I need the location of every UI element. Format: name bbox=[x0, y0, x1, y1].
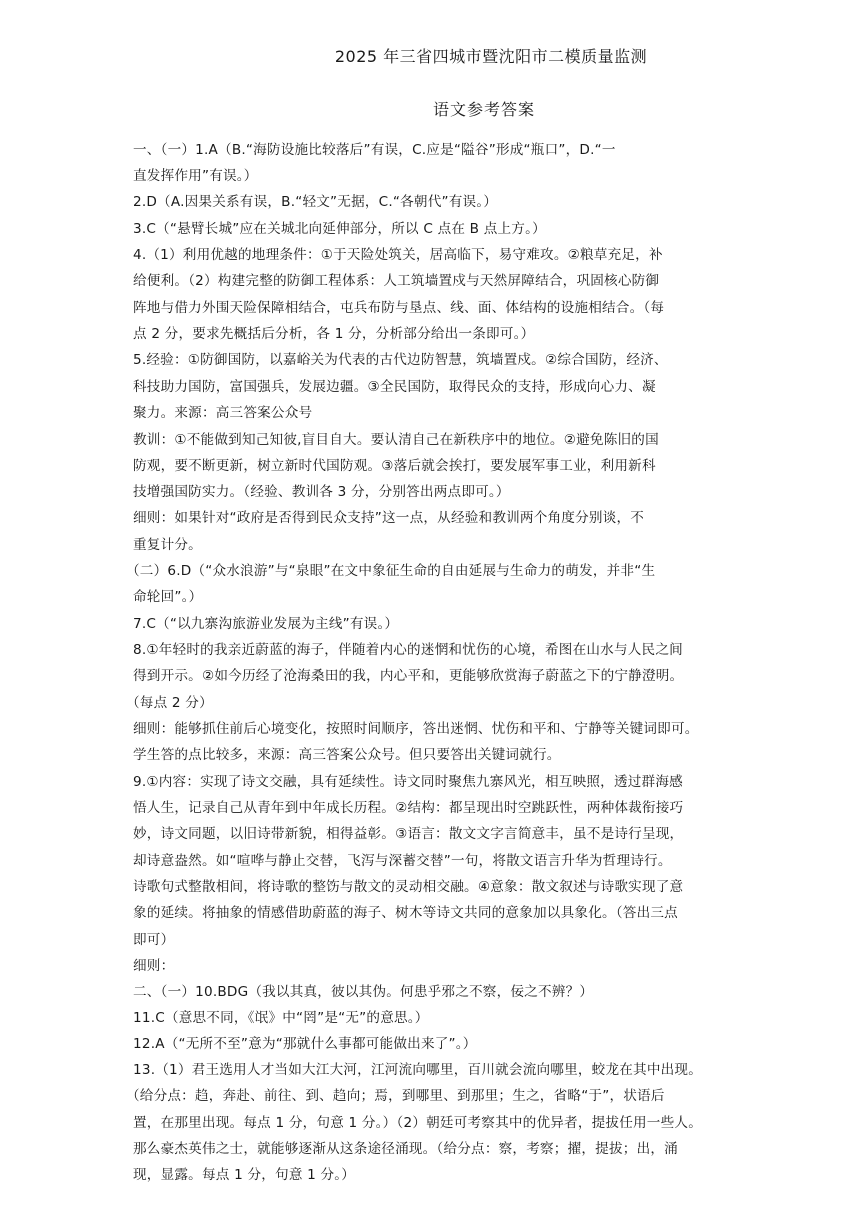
answer-line: 13.（1）君王选用人才当如大江大河，江河流向哪里，百川就会流向哪里，蛟龙在其中出现。 bbox=[133, 1062, 703, 1078]
answer-line: 却诗意盎然。如“喧哗与静止交替，飞泻与深蓄交替”一句，将散文语言升华为哲理诗行。 bbox=[133, 853, 672, 869]
answer-line: 细则：如果针对“政府是否得到民众支持”这一点，从经验和教训两个角度分别谈，不 bbox=[133, 510, 645, 526]
answer-line: 象的延续。将抽象的情感借助蔚蓝的海子、树木等诗文共同的意象加以具象化。（答出三点 bbox=[133, 905, 678, 921]
answer-line: 细则：能够抓住前后心境变化，按照时间顺序，答出迷惘、忧伤和平和、宁静等关键词即可。 bbox=[133, 721, 699, 737]
answer-line: 12.A（“无所不至”意为“那就什么事都可能做出来了”。） bbox=[133, 1036, 477, 1052]
answer-line: （二）6.D（“众水浪游”与“泉眼”在文中象征生命的自由延展与生命力的萌发，并非“生 bbox=[126, 563, 656, 579]
answer-line: 技增强国防实力。（经验、教训各 3 分，分别答出两点即可。） bbox=[133, 484, 510, 500]
answer-line: 聚力。来源：高三答案公众号 bbox=[133, 405, 313, 421]
answer-line: 9.①内容：实现了诗文交融，具有延续性。诗文同时聚焦九寨风光，相互映照，透过群海感 bbox=[133, 774, 683, 790]
answer-line: 直发挥作用”有误。） bbox=[133, 168, 258, 184]
answer-line: 重复计分。 bbox=[133, 537, 202, 553]
answer-line: 11.C（意思不同，《氓》中“罔”是“无”的意思。） bbox=[133, 1010, 429, 1026]
answer-line: 诗歌句式整散相间，将诗歌的整饬与散文的灵动相交融。④意象：散文叙述与诗歌实现了意 bbox=[133, 879, 684, 895]
answer-line: 二、（一）10.BDG（我以其真，彼以其伪。何患乎邪之不察，佞之不辨？） bbox=[133, 984, 594, 1000]
answer-line: 教训：①不能做到知己知彼,盲目自大。要认清自己在新秩序中的地位。②避免陈旧的国 bbox=[133, 432, 659, 448]
answer-line: 现，显露。每点 1 分，句意 1 分。） bbox=[133, 1167, 356, 1183]
answer-line: 置，在那里出现。每点 1 分，句意 1 分。）（2）朝廷可考察其中的优异者，提拔任用一些人。 bbox=[133, 1115, 702, 1131]
answer-line: 8.①年轻时的我亲近蔚蓝的海子，伴随着内心的迷惘和忧伤的心境，希图在山水与人民之间 bbox=[133, 642, 683, 658]
answer-line: 细则： bbox=[133, 958, 175, 974]
answer-line: 防观，要不断更新，树立新时代国防观。③落后就会挨打，要发展军事工业，利用新科 bbox=[133, 458, 656, 474]
answer-line: 科技助力国防，富国强兵，发展边疆。③全民国防，取得民众的支持，形成向心力、凝 bbox=[133, 379, 656, 395]
answer-line: 5.经验：①防御国防，以嘉峪关为代表的古代边防智慧，筑墙置戍。②综合国防，经济、 bbox=[133, 352, 668, 368]
answer-line: 给便利。（2）构建完整的防御工程体系：人工筑墙置戍与天然屏障结合，巩固核心防御 bbox=[133, 273, 660, 289]
answer-line: 得到开示。②如今历经了沧海桑田的我，内心平和，更能够欣赏海子蔚蓝之下的宁静澄明。 bbox=[133, 668, 684, 684]
answer-line: 学生答的点比较多，来源：高三答案公众号。但只要答出关键词就行。 bbox=[133, 747, 561, 763]
document-title: 2025 年三省四城市暨沈阳市二模质量监测 bbox=[334, 47, 648, 66]
answer-line: 7.C（“以九寨沟旅游业发展为主线”有误。） bbox=[133, 616, 399, 632]
answer-line: 一、（一）1.A（B.“海防设施比较落后”有误，C.应是“隘谷”形成“瓶口”，D.“一 bbox=[133, 142, 616, 158]
answer-line: 妙，诗文同题，以旧诗带新貌，相得益彰。③语言：散文文字言简意丰，虽不是诗行呈现， bbox=[133, 826, 684, 842]
answer-line: 那么豪杰英伟之士，就能够逐渐从这条途径涌现。（给分点：察，考察；擢，提拔；出，涌 bbox=[133, 1141, 678, 1157]
answer-line: 2.D（A.因果关系有误，B.“轻文”无据，C.“各朝代”有误。） bbox=[133, 194, 498, 210]
answer-line: 3.C（“悬臂长城”应在关城北向延伸部分，所以 C 点在 B 点上方。） bbox=[133, 221, 546, 237]
answer-line: （给分点：趋，奔赴、前往、到、趋向；焉，到哪里、到那里；生之，省略“于”，状语后 bbox=[126, 1088, 665, 1104]
answer-line: 点 2 分，要求先概括后分析，各 1 分，分析部分给出一条即可。） bbox=[133, 326, 535, 342]
answer-line: 阵地与借力外围天险保障相结合，屯兵布防与垦点、线、面、体结构的设施相结合。（每 bbox=[133, 300, 665, 316]
answer-line: （每点 2 分） bbox=[126, 695, 213, 711]
answer-line: 命轮回”。） bbox=[133, 589, 203, 605]
answer-line: 即可） bbox=[133, 932, 175, 948]
answer-line: 4.（1）利用优越的地理条件：①于天险处筑关，居高临下，易守难攻。②粮草充足，补 bbox=[133, 247, 663, 263]
answer-line: 悟人生，记录自己从青年到中年成长历程。②结构：都呈现出时空跳跃性，两种体裁衔接巧 bbox=[133, 800, 684, 816]
document-subtitle: 语文参考答案 bbox=[432, 100, 535, 119]
